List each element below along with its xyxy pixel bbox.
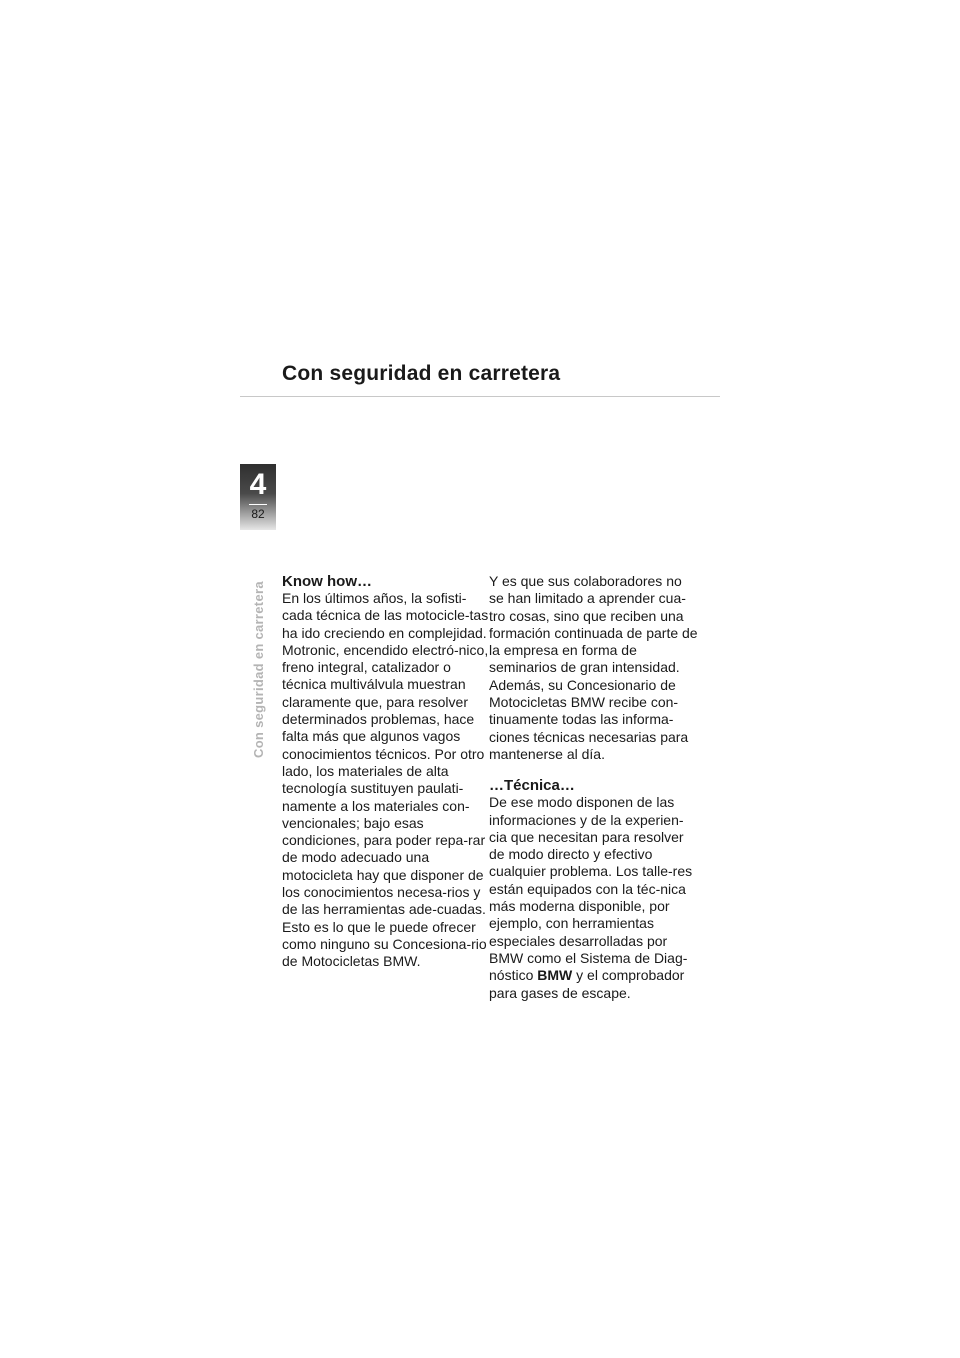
page-title: Con seguridad en carretera bbox=[282, 362, 561, 385]
paragraph: Esto es lo que le puede ofrecer como ninguno su Concesiona-rio de Motocicletas BMW. bbox=[282, 918, 487, 970]
paragraph: Motronic, encendido electró-nico, freno integral, catalizador o técnica multiválvula muestran claramente que, para resolver determinados problemas, hace falta más que algunos vagos conocimientos técnicos. Por otro lado, los materiales de alta tecnología sustituyen paulati-namente a los materiales con-vencionales; bajo esas condiciones, para poder repa-rar de modo adecuado una motocicleta hay que disponer de los conocimientos necesa-rios y de las herramientas ade-cuadas. bbox=[282, 641, 489, 918]
brand-name: BMW bbox=[537, 967, 573, 984]
paragraph: Además, su Concesionario de Motocicletas BMW recibe con-tinuamente todas las informa-ciones técnicas necesarias para mantenerse al día. bbox=[489, 676, 689, 762]
right-column bbox=[489, 573, 699, 1002]
paragraph: En los últimos años, la sofisti-cada técnica de las motocicle-tas ha ido creciendo en complejidad. bbox=[282, 590, 489, 641]
side-section-label: Con seguridad en carretera bbox=[251, 581, 266, 758]
paragraph-text: De ese modo disponen de las informaciones y de la experien-cia que necesitan para resolver de modo directo y efectivo cualquier problema. Los talle-res están equipados con la téc-nica más moderna disponible, por ejemplo, con herramientas especiales desarrolladas por BMW como el Sistema de Diag-nóstico bbox=[489, 794, 693, 984]
left-column bbox=[282, 573, 492, 971]
chapter-number: 4 bbox=[249, 468, 267, 501]
paragraph bbox=[489, 794, 699, 1002]
chapter-tab bbox=[240, 464, 276, 530]
chapter-divider bbox=[249, 504, 267, 505]
paragraph: Y es que sus colaboradores no se han limitado a aprender cua-tro cosas, sino que reciben una formación continuada de parte de la empresa en forma de seminarios de gran intensidad. bbox=[489, 573, 698, 676]
paragraph-text: y el comprobador para gases de escape. bbox=[489, 967, 685, 1001]
title-divider bbox=[240, 396, 720, 397]
section-heading-tecnica: …Técnica… bbox=[489, 777, 575, 795]
section-heading-know-how: Know how… bbox=[282, 573, 372, 590]
page-number: 82 bbox=[251, 507, 265, 521]
